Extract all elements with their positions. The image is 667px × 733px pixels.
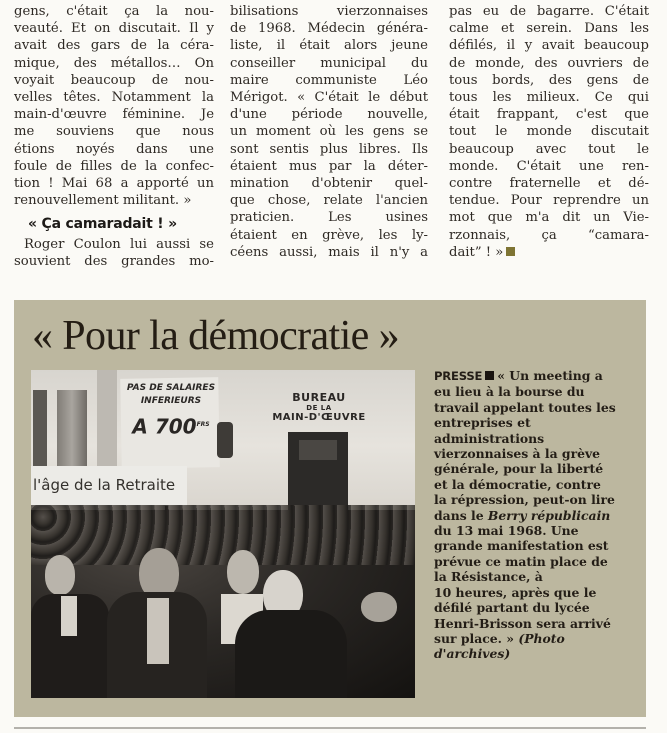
photo-pillar bbox=[97, 370, 117, 480]
caption-line: travail appelant toutes les bbox=[434, 399, 616, 415]
text-line: maire communiste Léo bbox=[230, 72, 428, 88]
text-line: rzonnais, ça “camara- bbox=[449, 227, 649, 243]
placard-unit: FRS bbox=[196, 421, 210, 428]
caption-line: administrations bbox=[434, 430, 545, 446]
text-line: étaient mus par la déter- bbox=[230, 158, 428, 174]
text-line: de monde, des ouvriers de bbox=[449, 55, 649, 71]
sidebar-box bbox=[14, 300, 646, 717]
caption-line: Henri-Brisson sera arrivé bbox=[434, 615, 611, 631]
photo-street-sign bbox=[217, 422, 233, 458]
text-line: calme et serein. Dans les bbox=[449, 21, 649, 37]
text-line: étions noyés dans une bbox=[14, 141, 214, 157]
text-line: liste, il était alors jeune bbox=[230, 38, 428, 54]
text-line: souvient des grandes mo- bbox=[14, 253, 214, 269]
placard-line: INFERIEURS bbox=[140, 396, 202, 406]
photo-person bbox=[227, 550, 259, 594]
photo-person bbox=[361, 592, 397, 622]
text-line: tous les milieux. Ce qui bbox=[449, 90, 649, 106]
photo-crowd-heads bbox=[31, 505, 415, 565]
box-headline: « Pour la démocratie » bbox=[32, 313, 400, 359]
text-line: praticien. Les usines bbox=[230, 210, 428, 226]
text-line: tous bords, des gens de bbox=[449, 72, 649, 88]
newspaper-title: Berry républicain bbox=[487, 507, 611, 523]
text-line: Roger Coulon lui aussi se bbox=[24, 236, 214, 252]
text-line: d'une période nouvelle, bbox=[230, 107, 428, 123]
caption-line: la Résistance, à bbox=[434, 569, 543, 585]
text-line: veauté. Et on discutait. Il y bbox=[14, 21, 214, 37]
photo-caption bbox=[434, 368, 634, 662]
page-bottom-rule bbox=[14, 727, 646, 729]
photo-credit: d'archives) bbox=[434, 646, 511, 662]
caption-line: et la démocratie, contre bbox=[434, 476, 601, 492]
text-line: mination d'obtenir quel- bbox=[230, 176, 428, 192]
placard-amount: A 700 bbox=[132, 414, 197, 439]
text-line: foule de filles de la confec- bbox=[14, 158, 214, 174]
text-line: gens, c'était ça la nou- bbox=[14, 4, 214, 19]
caption-line: grande manifestation est bbox=[434, 538, 609, 554]
text-line: contre fraternelle et dé- bbox=[449, 176, 649, 192]
text-line: mot que m'a dit un Vie- bbox=[449, 210, 649, 226]
text-line: un moment où les gens se bbox=[230, 124, 428, 140]
text-line: monde. C'était une ren- bbox=[449, 158, 649, 174]
text-fragment: dait” ! » bbox=[449, 244, 504, 260]
building-sign bbox=[249, 392, 389, 424]
building-sign-line: BUREAU bbox=[292, 391, 346, 404]
caption-kicker: PRESSE bbox=[434, 369, 483, 383]
photo-credit: (Photo bbox=[518, 630, 565, 646]
caption-line: la répression, peut-on lire bbox=[434, 492, 615, 508]
text-line: céens aussi, mais il n'y a bbox=[230, 244, 428, 260]
text-line: pas eu de bagarre. C'était bbox=[449, 4, 649, 19]
text-line: renouvellement militant. » bbox=[14, 193, 192, 209]
archive-photo bbox=[31, 370, 415, 698]
text-line: Mérigot. « C'était le début bbox=[230, 90, 428, 106]
building-sign-line: DE LA bbox=[306, 404, 332, 412]
caption-line: générale, pour la liberté bbox=[434, 461, 604, 477]
building-sign-line: MAIN-D'ŒUVRE bbox=[272, 412, 366, 423]
caption-line: 10 heures, après que le bbox=[434, 584, 597, 600]
article-column-2 bbox=[230, 3, 428, 261]
photo-person bbox=[235, 610, 347, 698]
text-line: que chose, relate l'ancien bbox=[230, 193, 428, 209]
text-line-final bbox=[449, 244, 649, 261]
caption-line: du 13 mai 1968. Une bbox=[434, 523, 579, 539]
text-line: beaucoup avec tout le bbox=[449, 141, 649, 157]
caption-line: entreprises et bbox=[434, 415, 531, 431]
caption-line: eu lieu à la bourse du bbox=[434, 384, 585, 400]
end-of-article-square-icon bbox=[506, 247, 515, 256]
photo-person-shirt bbox=[61, 596, 77, 636]
photo-window bbox=[33, 390, 47, 470]
article-column-3 bbox=[449, 3, 649, 261]
text-line: était frappant, c'est que bbox=[449, 107, 649, 123]
text-line: velles têtes. Notamment la bbox=[14, 90, 214, 106]
photo-window bbox=[57, 390, 87, 470]
caption-line-with-title bbox=[434, 508, 634, 523]
caption-text: dans le bbox=[434, 507, 484, 523]
kicker-square-icon bbox=[485, 371, 494, 380]
text-line: de 1968. Médecin généra- bbox=[230, 21, 428, 37]
text-line: main-d'œuvre féminine. Je bbox=[14, 107, 214, 123]
photo-person-shirt bbox=[147, 598, 169, 664]
text-line: défilés, il y avait beaucoup bbox=[449, 38, 649, 54]
caption-first-line bbox=[434, 368, 634, 384]
text-line: sont sentis plus libres. Ils bbox=[230, 141, 428, 157]
photo-credit-line bbox=[434, 646, 634, 661]
article-subheading: « Ça camaradait ! » bbox=[28, 216, 177, 233]
text-line: étaient en grève, les ly- bbox=[230, 227, 428, 243]
text-line: avait des gars de la céra- bbox=[14, 38, 214, 54]
caption-line: défilé partant du lycée bbox=[434, 600, 590, 616]
banner-text: l'âge de la Retraite bbox=[33, 476, 176, 494]
text-line: mique, des métallos… On bbox=[14, 55, 214, 71]
placard-line bbox=[123, 412, 219, 440]
caption-text: « Un meeting a bbox=[497, 368, 603, 383]
text-line: voyait beaucoup de nou- bbox=[14, 72, 214, 88]
text-line: conseiller municipal du bbox=[230, 55, 428, 71]
text-line: tout le monde discutait bbox=[449, 124, 649, 140]
text-line: tion ! Mai 68 a apporté un bbox=[14, 176, 214, 192]
text-line: me souviens que nous bbox=[14, 124, 214, 140]
placard-text bbox=[123, 382, 219, 440]
photo-door-sign bbox=[299, 440, 337, 460]
caption-line-with-credit bbox=[434, 631, 634, 646]
caption-line: vierzonnaises à la grève bbox=[434, 446, 601, 462]
placard-line: PAS DE SALAIRES bbox=[126, 383, 216, 393]
caption-text: sur place. » bbox=[434, 630, 515, 646]
article-column-1 bbox=[14, 3, 214, 270]
text-line: tendue. Pour reprendre un bbox=[449, 193, 649, 209]
caption-line: prévue ce matin place de bbox=[434, 553, 608, 569]
photo-person bbox=[45, 555, 75, 595]
text-line: bilisations vierzonnaises bbox=[230, 4, 428, 19]
